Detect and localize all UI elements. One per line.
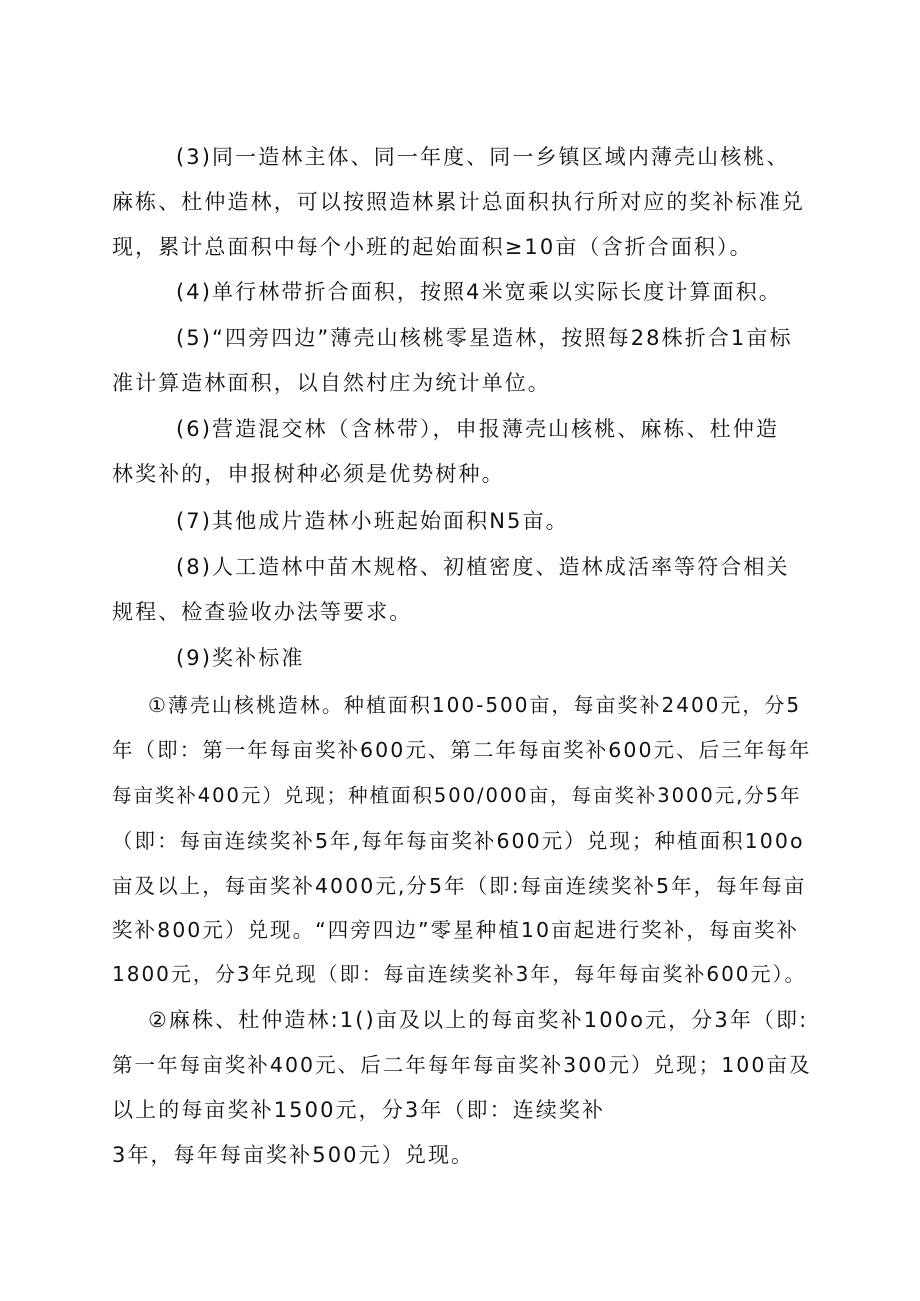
paragraph-4: (4)单行林带折合面积，按照4米宽乘以实际长度计算面积。 bbox=[176, 280, 782, 304]
paragraph-5-line-2: 准计算造林面积，以自然村庄为统计单位。 bbox=[112, 371, 551, 395]
paragraph-3-line-2: 麻栋、杜仲造林，可以按照造林累计总面积执行所对应的奖补标准兑 bbox=[112, 190, 805, 214]
item-1-line-5: 亩及以上，每亩奖补4000元,分5年（即:每亩连续奖补5年，每年每亩 bbox=[112, 874, 807, 898]
item-1-line-3: 每亩奖补400元）兑现；种植面积500/000亩，每亩奖补3000元,分5年 bbox=[112, 784, 802, 807]
paragraph-8-line-1: (8)人工造林中苗木规格、初植密度、造林成活率等符合相关 bbox=[176, 555, 790, 579]
item-1-line-4: （即：每亩连续奖补5年,每年每亩奖补600元）兑现；种植面积100o bbox=[112, 829, 805, 853]
paragraph-3-line-1: (3)同一造林主体、同一年度、同一乡镇区域内薄壳山核桃、 bbox=[176, 145, 790, 169]
paragraph-6-line-2: 林奖补的，申报树种必须是优势树种。 bbox=[112, 462, 505, 486]
paragraph-8-line-2: 规程、检查验收办法等要求。 bbox=[112, 600, 413, 624]
paragraph-6-line-1: (6)营造混交林（含林带），申报薄壳山核桃、麻栋、杜仲造 bbox=[176, 417, 780, 441]
paragraph-5-line-1: (5)“四旁四边”薄壳山核桃零星造林，按照每28株折合1亩标 bbox=[176, 326, 793, 350]
paragraph-9-heading: (9)奖补标准 bbox=[176, 646, 305, 670]
item-2-line-4: 3年，每年每亩奖补500元）兑现。 bbox=[112, 1143, 475, 1167]
item-2-line-2: 第一年每亩奖补400元、后二年每年每亩奖补300元）兑现；100亩及 bbox=[112, 1053, 812, 1077]
item-2-line-1: ②麻株、杜仲造林:1()亩及以上的每亩奖补100o元，分3年（即: bbox=[148, 1008, 809, 1032]
paragraph-7: (7)其他成片造林小班起始面积N5亩。 bbox=[176, 509, 569, 533]
paragraph-3-line-3: 现，累计总面积中每个小班的起始面积≥10亩（含折合面积）。 bbox=[112, 235, 753, 259]
item-1-line-6: 奖补800元）兑现。“四旁四边”零星种植10亩起进行奖补，每亩奖补 bbox=[112, 918, 800, 942]
item-1-line-7: 1800元，分3年兑现（即：每亩连续奖补3年，每年每亩奖补600元）。 bbox=[112, 962, 807, 986]
item-1-line-1: ①薄壳山核桃造林。种植面积100-500亩，每亩奖补2400元，分5 bbox=[148, 693, 802, 717]
item-1-line-2: 年（即：第一年每亩奖补600元、第二年每亩奖补600元、后三年每年 bbox=[112, 738, 812, 762]
item-2-line-3: 以上的每亩奖补1500元，分3年（即：连续奖补 bbox=[112, 1098, 606, 1122]
